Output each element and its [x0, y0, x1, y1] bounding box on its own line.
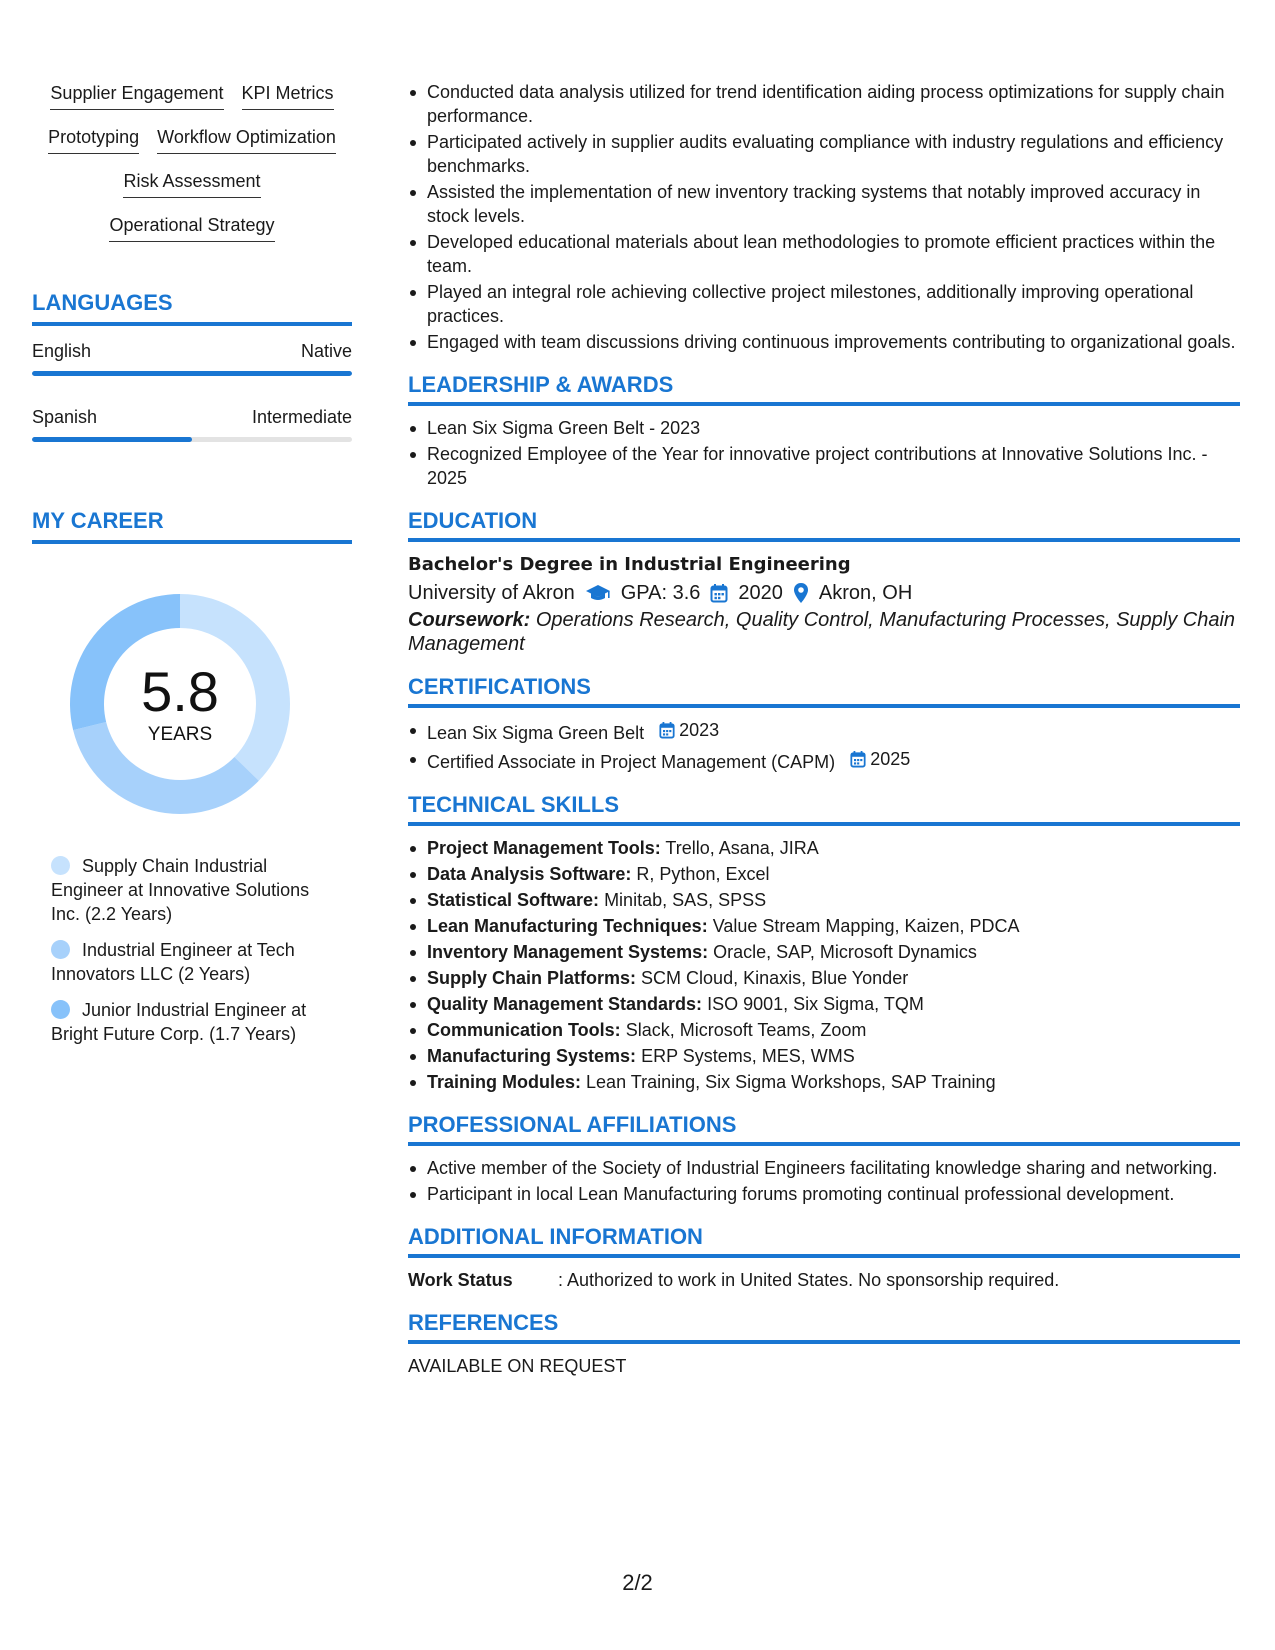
tech-skill-label: Supply Chain Platforms:: [427, 968, 637, 988]
affiliations-heading: PROFESSIONAL AFFILIATIONS: [408, 1112, 1240, 1146]
language-item: [32, 406, 352, 442]
experience-bullet: Played an integral role achieving collective project milestones, additionally improving operational practices.: [408, 280, 1240, 328]
technical-skills-section: [408, 792, 1240, 1094]
tech-skill-label: Inventory Management Systems:: [427, 942, 709, 962]
tech-skill-item: [408, 862, 1240, 886]
references-section: [408, 1310, 1240, 1378]
coursework-text: Operations Research, Quality Control, Manufacturing Processes, Supply Chain Management: [408, 609, 1236, 655]
experience-bullets: [408, 80, 1240, 354]
tech-skill-label: Training Modules:: [427, 1072, 582, 1092]
tech-skill-item: [408, 1018, 1240, 1042]
legend-dot: [51, 940, 70, 959]
language-item: [32, 340, 352, 376]
legend-label: Junior Industrial Engineer at Bright Future Corp. (1.7 Years): [51, 1000, 307, 1044]
language-bar-fill: [32, 371, 352, 376]
education-section: [408, 508, 1240, 656]
career-heading: MY CAREER: [32, 508, 352, 544]
career-donut: [64, 588, 296, 820]
tech-skill-value: SCM Cloud, Kinaxis, Blue Yonder: [641, 968, 909, 988]
tech-skill-item: [408, 836, 1240, 860]
legend-label: Supply Chain Industrial Engineer at Innovative Solutions Inc. (2.2 Years): [51, 856, 310, 924]
tech-skill-item: [408, 992, 1240, 1016]
languages-heading: LANGUAGES: [32, 290, 352, 326]
legend-label: Industrial Engineer at Tech Innovators LLC (2 Years): [51, 940, 295, 984]
school-location: Akron, OH: [818, 582, 913, 604]
page-number: 2/2: [622, 1570, 653, 1595]
graduation-year: 2020: [738, 582, 783, 604]
school-name: University of Akron: [408, 582, 575, 604]
certification-name: Certified Associate in Project Management (CAPM): [427, 752, 836, 772]
tech-skill-label: Data Analysis Software:: [427, 864, 632, 884]
skill-tag: Prototyping: [48, 126, 139, 154]
skills-tags: [32, 82, 352, 242]
tech-skill-value: Lean Training, Six Sigma Workshops, SAP Training: [586, 1072, 996, 1092]
experience-bullet: Developed educational materials about lean methodologies to promote efficient practices within the team.: [408, 230, 1240, 278]
tech-skill-label: Quality Management Standards:: [427, 994, 703, 1014]
language-bar: [32, 371, 352, 376]
language-level: Native: [300, 341, 352, 361]
leadership-heading: LEADERSHIP & AWARDS: [408, 372, 1240, 406]
tech-skill-item: [408, 966, 1240, 990]
award-item: Lean Six Sigma Green Belt - 2023: [408, 416, 1240, 440]
location-pin-icon: [793, 582, 809, 604]
career-unit: YEARS: [147, 724, 213, 745]
skill-tag: Workflow Optimization: [157, 126, 336, 154]
coursework-label: Coursework:: [408, 609, 531, 631]
skill-row: [32, 126, 352, 154]
skill-row: [32, 214, 352, 242]
legend-item: [51, 998, 331, 1046]
award-item: Recognized Employee of the Year for innovative project contributions at Innovative Solutions Inc. - 2025: [408, 442, 1240, 490]
right-column: [408, 80, 1240, 1378]
additional-info-section: [408, 1224, 1240, 1292]
left-column: [32, 82, 352, 1058]
education-heading: EDUCATION: [408, 508, 1240, 542]
experience-bullet: Participated actively in supplier audits evaluating compliance with industry regulations and efficiency benchmarks.: [408, 130, 1240, 178]
tech-skill-value: Slack, Microsoft Teams, Zoom: [625, 1020, 867, 1040]
tech-skill-item: [408, 888, 1240, 912]
additional-info-heading: ADDITIONAL INFORMATION: [408, 1224, 1240, 1258]
tech-skill-item: [408, 1070, 1240, 1094]
skill-tag: Operational Strategy: [109, 214, 274, 242]
tech-skill-value: Oracle, SAP, Microsoft Dynamics: [713, 942, 977, 962]
degree-title: Bachelor's Degree in Industrial Engineering: [408, 554, 851, 575]
skill-row: [32, 82, 352, 110]
experience-bullet: Conducted data analysis utilized for trend identification aiding process optimizations for supply chain performance.: [408, 80, 1240, 128]
tech-skill-item: [408, 940, 1240, 964]
affiliation-item: Participant in local Lean Manufacturing forums promoting continual professional development.: [408, 1182, 1240, 1206]
skill-tag: Risk Assessment: [123, 170, 260, 198]
calendar-icon: [710, 583, 728, 603]
tech-skill-value: ERP Systems, MES, WMS: [641, 1046, 855, 1066]
language-bar-fill: [32, 437, 192, 442]
references-heading: REFERENCES: [408, 1310, 1240, 1344]
coursework: [408, 608, 1240, 656]
tech-skill-label: Manufacturing Systems:: [427, 1046, 637, 1066]
calendar-icon: [659, 721, 675, 739]
tech-skill-value: Value Stream Mapping, Kaizen, PDCA: [712, 916, 1020, 936]
technical-skills-heading: TECHNICAL SKILLS: [408, 792, 1240, 826]
certification-name: Lean Six Sigma Green Belt: [427, 723, 645, 743]
language-name: Spanish: [32, 407, 98, 427]
references-text: AVAILABLE ON REQUEST: [408, 1356, 627, 1376]
tech-skill-value: Minitab, SAS, SPSS: [604, 890, 767, 910]
education-meta: [408, 578, 1240, 608]
work-status-value: : Authorized to work in United States. No sponsorship required.: [558, 1270, 1060, 1290]
tech-skill-label: Statistical Software:: [427, 890, 600, 910]
career-total: 5.8: [141, 660, 219, 723]
language-bar: [32, 437, 352, 442]
language-level: Intermediate: [251, 407, 352, 427]
certification-year: 2023: [679, 720, 720, 740]
career-legend: [51, 854, 352, 1046]
legend-dot: [51, 856, 70, 875]
tech-skill-item: [408, 1044, 1240, 1068]
certifications-section: [408, 674, 1240, 774]
affiliations-section: [408, 1112, 1240, 1206]
certifications-heading: CERTIFICATIONS: [408, 674, 1240, 708]
tech-skill-value: Trello, Asana, JIRA: [665, 838, 819, 858]
graduation-cap-icon: [585, 583, 611, 603]
experience-bullet: Engaged with team discussions driving continuous improvements contributing to organizational goals.: [408, 330, 1240, 354]
legend-item: [51, 938, 331, 986]
certification-year: 2025: [870, 749, 911, 769]
skill-tag: KPI Metrics: [242, 82, 334, 110]
tech-skill-label: Lean Manufacturing Techniques:: [427, 916, 708, 936]
tech-skill-label: Communication Tools:: [427, 1020, 621, 1040]
tech-skill-value: R, Python, Excel: [636, 864, 770, 884]
certification-item: [408, 718, 1240, 745]
tech-skill-label: Project Management Tools:: [427, 838, 661, 858]
work-status-label: Work Status: [408, 1270, 513, 1290]
legend-item: [51, 854, 331, 926]
affiliation-item: Active member of the Society of Industrial Engineers facilitating knowledge sharing and networking.: [408, 1156, 1240, 1180]
calendar-icon: [850, 750, 866, 768]
skill-tag: Supplier Engagement: [50, 82, 223, 110]
tech-skill-item: [408, 914, 1240, 938]
gpa: GPA: 3.6: [620, 582, 701, 604]
leadership-section: [408, 372, 1240, 490]
certification-item: [408, 747, 1240, 774]
languages-section: [32, 290, 352, 442]
legend-dot: [51, 1000, 70, 1019]
skill-row: [32, 170, 352, 198]
experience-bullet: Assisted the implementation of new inventory tracking systems that notably improved accuracy in stock levels.: [408, 180, 1240, 228]
career-section: [32, 508, 352, 1046]
tech-skill-value: ISO 9001, Six Sigma, TQM: [707, 994, 924, 1014]
language-name: English: [32, 341, 92, 361]
